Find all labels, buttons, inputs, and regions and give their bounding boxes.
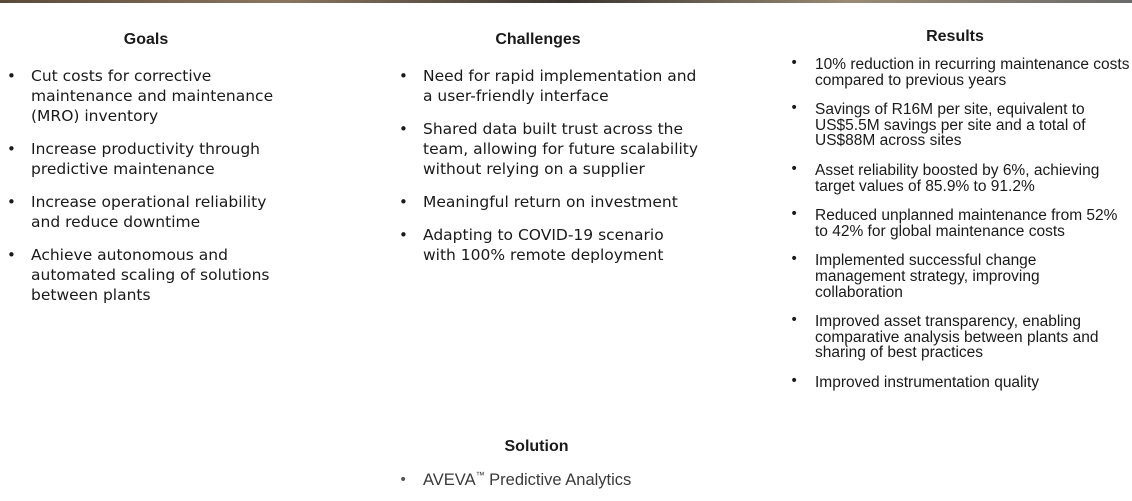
solution-item <box>399 470 729 490</box>
challenges-item: • Shared data built trust across the team, allowing for future scalability without relying on a supplier <box>399 119 699 179</box>
solution-product-name: AVEVA <box>423 471 476 489</box>
goals-item: • Increase operational reliability and reduce downtime <box>7 192 292 232</box>
header-image-strip <box>0 0 1132 3</box>
goals-item: • Cut costs for corrective maintenance and maintenance (MRO) inventory <box>7 66 292 126</box>
results-heading: Results <box>926 28 984 45</box>
goals-item: • Increase productivity through predictive maintenance <box>7 139 292 179</box>
challenges-item: • Need for rapid implementation and a user-friendly interface <box>399 66 699 106</box>
results-item: • Improved instrumentation quality <box>790 375 1130 391</box>
results-item: • 10% reduction in recurring maintenance costs compared to previous years <box>790 57 1130 88</box>
results-item: • Savings of R16M per site, equivalent to US$5.5M savings per site and a total of US$88M across sites <box>790 102 1130 149</box>
results-list <box>790 57 1130 391</box>
solution-list <box>399 470 729 490</box>
goals-item: • Achieve autonomous and automated scaling of solutions between plants <box>7 245 292 305</box>
solution-heading: Solution <box>504 438 569 455</box>
results-item: • Asset reliability boosted by 6%, achieving target values of 85.9% to 91.2% <box>790 163 1130 194</box>
results-section <box>790 28 1130 405</box>
results-item: • Reduced unplanned maintenance from 52% to 42% for global maintenance costs <box>790 208 1130 239</box>
challenges-list <box>399 66 699 265</box>
solution-section <box>399 438 729 490</box>
challenges-item: • Meaningful return on investment <box>399 192 699 212</box>
goals-heading: Goals <box>123 31 169 48</box>
challenges-section <box>399 31 699 278</box>
goals-section <box>7 31 292 318</box>
results-item: • Improved asset transparency, enabling comparative analysis between plants and sharing of best practices <box>790 314 1130 361</box>
solution-product-suffix: Predictive Analytics <box>484 471 632 489</box>
goals-list <box>7 66 292 305</box>
trademark-symbol: ™ <box>475 470 485 480</box>
results-item: • Implemented successful change management strategy, improving collaboration <box>790 253 1130 300</box>
challenges-item: • Adapting to COVID-19 scenario with 100% remote deployment <box>399 225 699 265</box>
challenges-heading: Challenges <box>495 31 581 48</box>
